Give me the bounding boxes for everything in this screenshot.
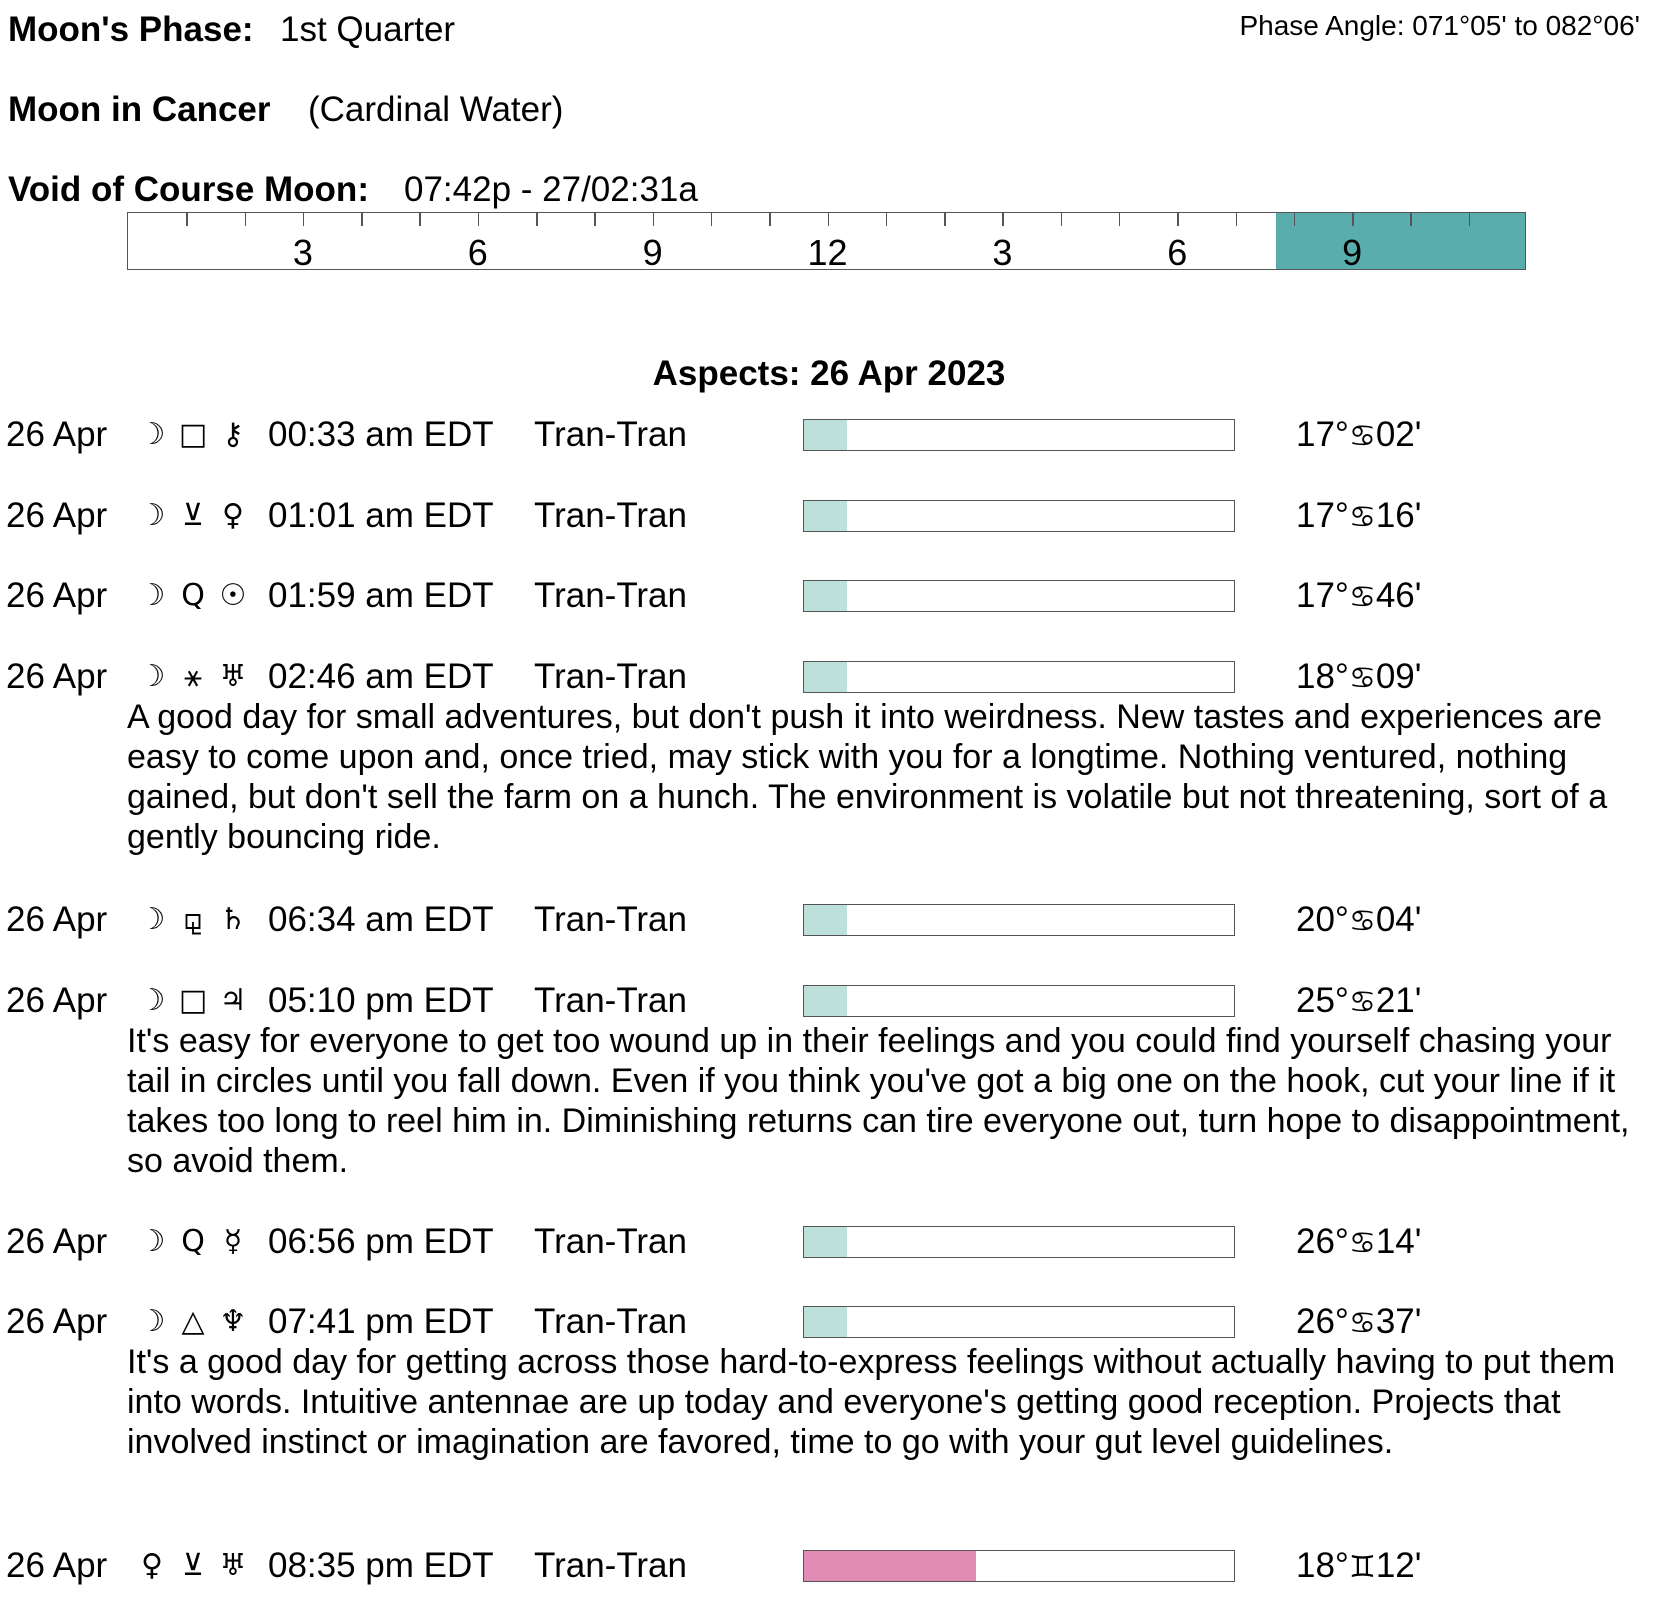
phase-angle: Phase Angle: 071°05' to 082°06': [1239, 10, 1640, 41]
aspect-strength-fill: [804, 420, 847, 450]
uranus-icon: ♅: [219, 659, 247, 694]
timeline-tick: [536, 213, 538, 226]
mercury-icon: ☿: [223, 1224, 243, 1259]
aspect-position: [1296, 576, 1421, 618]
aspect-row: [0, 900, 1658, 940]
moon-icon: ☽: [138, 1224, 166, 1259]
timeline-tick: [944, 213, 946, 226]
timeline-tick: [1236, 213, 1238, 226]
timeline-tick: [361, 213, 363, 226]
aspect-time: 07:41 pm EDT: [268, 1302, 494, 1341]
void-of-course-label: Void of Course Moon:: [8, 170, 369, 209]
moon-icon: ☽: [138, 498, 166, 533]
zodiac-sign-icon: ♋: [1348, 904, 1376, 939]
position-minute: 12': [1375, 1546, 1422, 1585]
aspect-type: Tran-Tran: [534, 1222, 687, 1261]
aspect-strength-bar: [803, 580, 1235, 612]
position-degree: 17°: [1296, 415, 1349, 454]
moon-icon: ☽: [138, 417, 166, 452]
aspect-time: 08:35 pm EDT: [268, 1546, 494, 1585]
aspect-position: [1296, 657, 1421, 699]
aspect-strength-fill: [804, 1227, 847, 1257]
aspect-date: 26 Apr: [6, 981, 108, 1020]
quintile-icon: Q: [181, 578, 205, 613]
aspect-position: [1296, 496, 1421, 538]
zodiac-sign-icon: ♋: [1348, 500, 1376, 535]
aspect-strength-fill: [804, 501, 847, 531]
timeline-tick: [1469, 213, 1471, 226]
aspect-strength-bar: [803, 1226, 1235, 1258]
zodiac-sign-icon: ♋: [1348, 580, 1376, 615]
position-minute: 09': [1375, 657, 1422, 696]
timeline-hour-label: 9: [1342, 232, 1363, 270]
position-degree: 17°: [1296, 576, 1349, 615]
timeline-hour-label: 3: [992, 232, 1013, 270]
timeline-hour-label: 3: [292, 232, 313, 270]
aspect-type: Tran-Tran: [534, 1302, 687, 1341]
timeline-tick: [769, 213, 771, 226]
position-minute: 16': [1375, 496, 1422, 535]
timeline-tick: [478, 213, 480, 226]
zodiac-sign-icon: ♋: [1348, 661, 1376, 696]
aspect-type: Tran-Tran: [534, 415, 687, 454]
quincunx-icon: ⊻: [182, 1548, 204, 1583]
jupiter-icon: ♃: [219, 983, 247, 1018]
position-minute: 04': [1375, 900, 1422, 939]
moon-icon: ☽: [138, 983, 166, 1018]
position-degree: 25°: [1296, 981, 1349, 1020]
aspect-strength-bar: [803, 419, 1235, 451]
aspect-strength-bar: [803, 904, 1235, 936]
position-degree: 26°: [1296, 1302, 1349, 1341]
timeline-hour-label: 9: [642, 232, 663, 270]
trine-icon: △: [181, 1304, 205, 1339]
square-icon: □: [178, 417, 208, 452]
aspect-row: [0, 1302, 1658, 1342]
timeline-tick: [886, 213, 888, 226]
zodiac-sign-icon: ♊: [1348, 1550, 1376, 1585]
venus-icon: ♀: [222, 498, 244, 533]
zodiac-sign-icon: ♋: [1348, 419, 1376, 454]
aspect-time: 06:34 am EDT: [268, 900, 494, 939]
aspect-date: 26 Apr: [6, 1546, 108, 1585]
aspect-interpretation: It's easy for everyone to get too wound up in their feelings and you could find yourself chasing your tail in circles until you fall down. Even if you think you've got a big one on the hook, cut your line if it takes too long to reel him in. Diminishing returns can tire everyone out, turn hope to disappointment, so avoid them.: [127, 1022, 1630, 1180]
sextile-icon: ⚹: [184, 659, 202, 694]
zodiac-sign-icon: ♋: [1348, 985, 1376, 1020]
square-icon: □: [178, 983, 208, 1018]
timeline-tick: [1119, 213, 1121, 226]
moon-phase-value: 1st Quarter: [280, 10, 456, 49]
moon-icon: ☽: [138, 1304, 166, 1339]
void-of-course-span: [1276, 213, 1525, 269]
sun-icon: ☉: [219, 578, 247, 613]
timeline-tick: [419, 213, 421, 226]
aspect-type: Tran-Tran: [534, 981, 687, 1020]
aspect-strength-fill: [804, 986, 847, 1016]
aspect-row: [0, 576, 1658, 616]
aspect-position: [1296, 981, 1421, 1023]
aspect-strength-bar: [803, 500, 1235, 532]
position-degree: 18°: [1296, 1546, 1349, 1585]
aspect-strength-fill: [804, 1307, 847, 1337]
aspect-row: [0, 415, 1658, 455]
position-minute: 02': [1375, 415, 1422, 454]
aspect-strength-fill: [804, 1551, 976, 1581]
aspect-date: 26 Apr: [6, 496, 108, 535]
timeline-tick: [1061, 213, 1063, 226]
timeline-hour-label: 6: [1167, 232, 1188, 270]
sesquiquadrate-icon: ⚼: [182, 902, 204, 937]
aspect-row: [0, 1546, 1658, 1586]
timeline-tick: [828, 213, 830, 226]
timeline-tick: [711, 213, 713, 226]
position-minute: 14': [1375, 1222, 1422, 1261]
aspect-time: 01:59 am EDT: [268, 576, 494, 615]
void-of-course-timeline: [127, 212, 1526, 270]
aspect-type: Tran-Tran: [534, 496, 687, 535]
aspect-row: [0, 981, 1658, 1021]
timeline-hour-label: 12: [807, 232, 848, 270]
aspect-strength-bar: [803, 1306, 1235, 1338]
aspect-date: 26 Apr: [6, 576, 108, 615]
aspect-strength-fill: [804, 581, 847, 611]
timeline-tick: [245, 213, 247, 226]
timeline-tick: [653, 213, 655, 226]
position-degree: 18°: [1296, 657, 1349, 696]
timeline-tick: [1352, 213, 1354, 226]
void-of-course-value: 07:42p - 27/02:31a: [404, 170, 698, 209]
moon-icon: ☽: [138, 902, 166, 937]
moon-icon: ☽: [138, 659, 166, 694]
aspect-row: [0, 657, 1658, 697]
moon-sign-label: Moon in Cancer: [8, 90, 271, 129]
position-degree: 20°: [1296, 900, 1349, 939]
saturn-icon: ♄: [219, 902, 247, 937]
aspect-row: [0, 496, 1658, 536]
position-minute: 21': [1375, 981, 1422, 1020]
timeline-tick: [1177, 213, 1179, 226]
position-degree: 26°: [1296, 1222, 1349, 1261]
aspect-type: Tran-Tran: [534, 900, 687, 939]
aspect-position: [1296, 1546, 1421, 1588]
timeline-hour-label: 6: [467, 232, 488, 270]
timeline-tick: [303, 213, 305, 226]
aspect-time: 05:10 pm EDT: [268, 981, 494, 1020]
zodiac-sign-icon: ♋: [1348, 1226, 1376, 1261]
aspect-row: [0, 1222, 1658, 1262]
aspect-interpretation: A good day for small adventures, but don't push it into weirdness. New tastes and experiences are easy to come upon and, once tried, may stick with you for a longtime. Nothing ventured, nothing gained, but don't sell the farm on a hunch. The environment is volatile but not threatening, sort of a gently bouncing ride.: [127, 698, 1608, 856]
aspect-strength-fill: [804, 662, 847, 692]
aspect-date: 26 Apr: [6, 1302, 108, 1341]
aspect-position: [1296, 1222, 1421, 1264]
aspect-interpretation: It's a good day for getting across those hard-to-express feelings without actually having to put them into words. Intuitive antennae are up today and everyone's getting good reception. Projects that involved instinct or imagination are favored, time to go with your gut level guidelines.: [127, 1343, 1616, 1461]
aspect-strength-bar: [803, 985, 1235, 1017]
moon-sign-element: (Cardinal Water): [308, 90, 564, 129]
uranus-icon: ♅: [219, 1548, 247, 1583]
aspect-type: Tran-Tran: [534, 1546, 687, 1585]
aspect-date: 26 Apr: [6, 900, 108, 939]
aspect-position: [1296, 900, 1421, 942]
timeline-tick: [1294, 213, 1296, 226]
moon-icon: ☽: [138, 578, 166, 613]
position-minute: 46': [1375, 576, 1422, 615]
quincunx-icon: ⊻: [182, 498, 204, 533]
aspect-strength-bar: [803, 661, 1235, 693]
timeline-tick: [186, 213, 188, 226]
timeline-tick: [1002, 213, 1004, 226]
aspect-strength-fill: [804, 905, 847, 935]
aspect-time: 01:01 am EDT: [268, 496, 494, 535]
aspect-time: 00:33 am EDT: [268, 415, 494, 454]
neptune-icon: ♆: [219, 1304, 247, 1339]
position-minute: 37': [1375, 1302, 1422, 1341]
timeline-tick: [1410, 213, 1412, 226]
quintile-icon: Q: [181, 1224, 205, 1259]
aspect-type: Tran-Tran: [534, 657, 687, 696]
aspect-position: [1296, 415, 1421, 457]
zodiac-sign-icon: ♋: [1348, 1306, 1376, 1341]
moon-phase-label: Moon's Phase:: [8, 10, 254, 49]
aspects-title: Aspects: 26 Apr 2023: [652, 354, 1006, 393]
aspect-type: Tran-Tran: [534, 576, 687, 615]
venus-icon: ♀: [141, 1548, 163, 1583]
chiron-icon: ⚷: [222, 417, 244, 452]
aspect-strength-bar: [803, 1550, 1235, 1582]
timeline-tick: [594, 213, 596, 226]
aspect-date: 26 Apr: [6, 415, 108, 454]
aspect-time: 02:46 am EDT: [268, 657, 494, 696]
position-degree: 17°: [1296, 496, 1349, 535]
aspect-date: 26 Apr: [6, 657, 108, 696]
aspect-time: 06:56 pm EDT: [268, 1222, 494, 1261]
aspect-position: [1296, 1302, 1421, 1344]
aspect-date: 26 Apr: [6, 1222, 108, 1261]
